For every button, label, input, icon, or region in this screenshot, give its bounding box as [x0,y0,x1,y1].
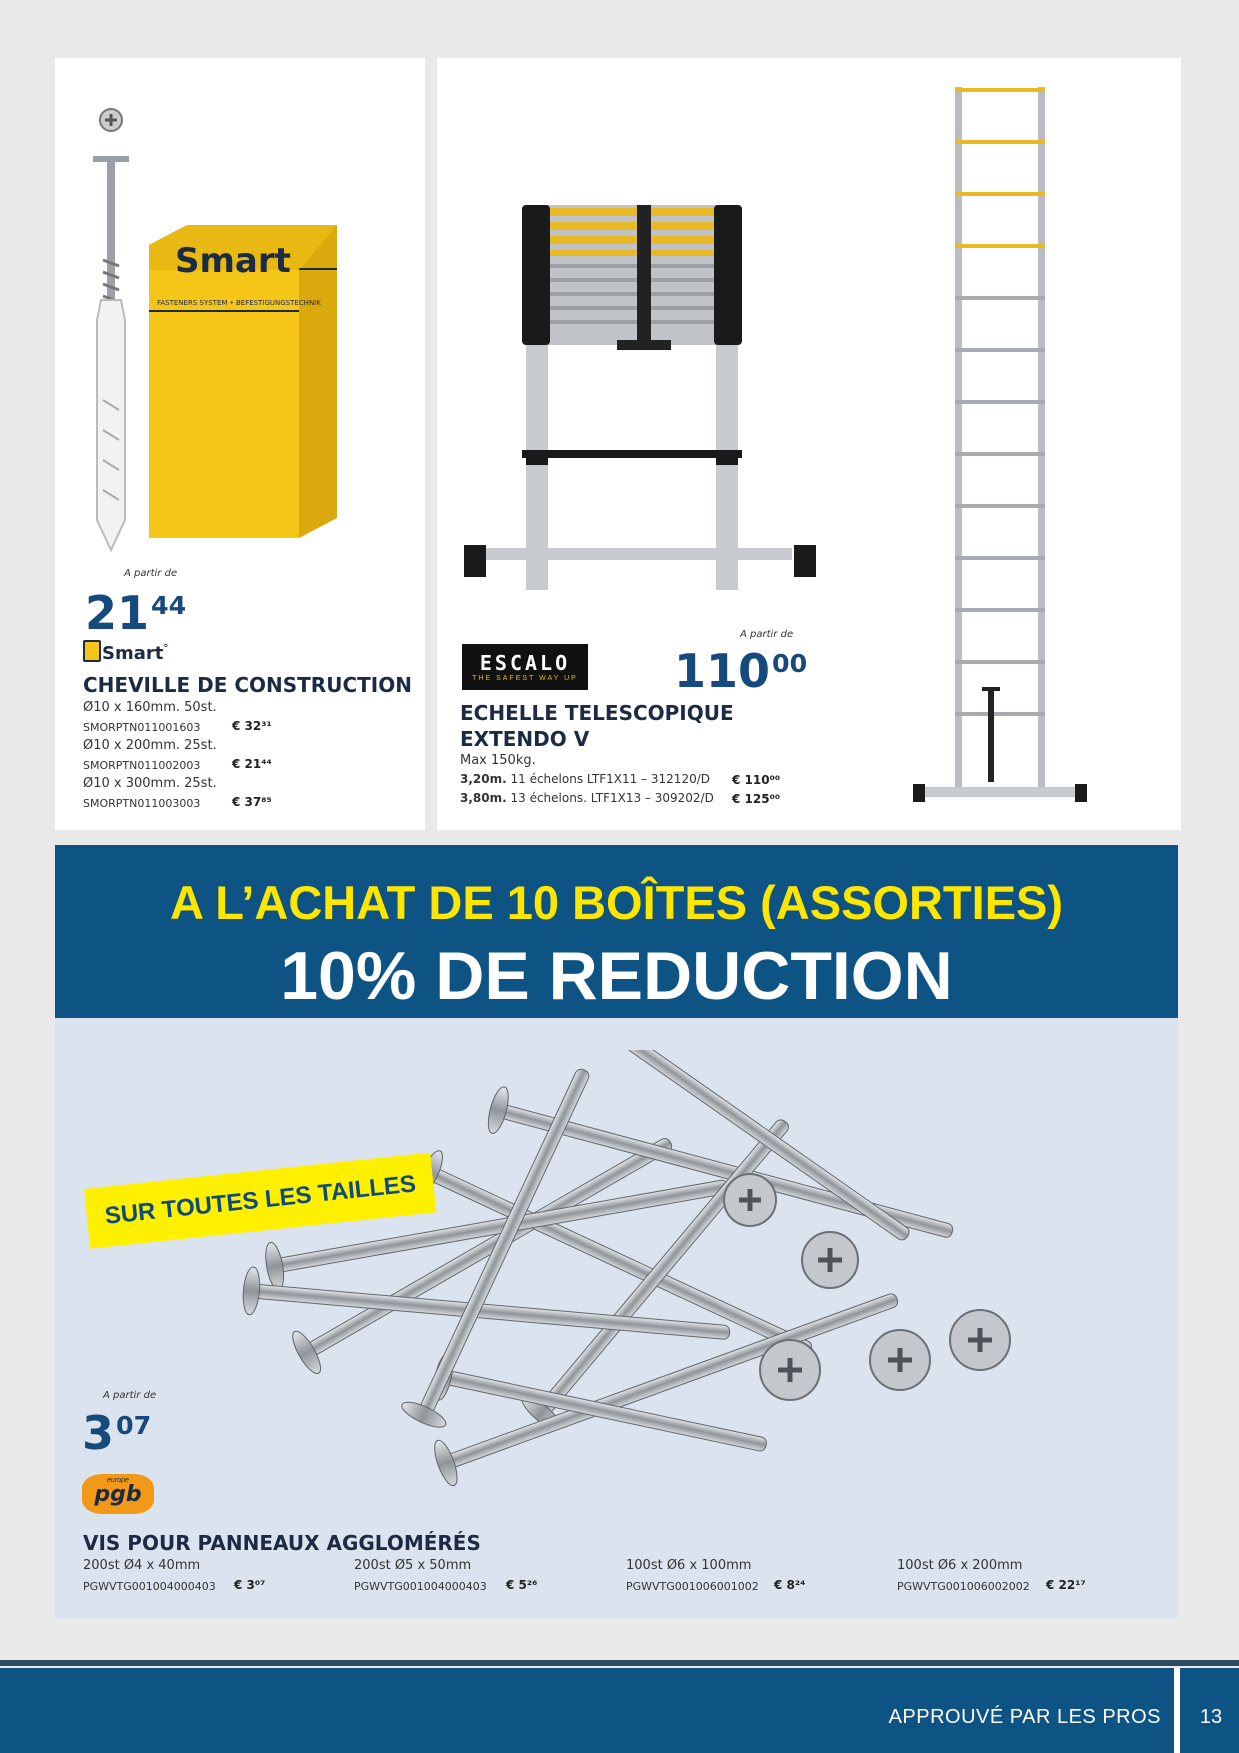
echelle-from-label: A partir de [740,629,794,640]
cheville-variant-price: € 32³¹ [232,719,272,733]
escalo-brand-logo [462,644,588,690]
cheville-variant-price: € 37⁸⁵ [232,795,272,809]
echelle-max-load: Max 150kg. [460,753,536,768]
vis-title: VIS POUR PANNEAUX AGGLOMÉRÉS [83,1531,481,1555]
vis-variant-price: € 8²⁴ [774,1578,806,1592]
cheville-variant-code: SMORPTN011002003 [83,759,201,772]
echelle-title-line1: ECHELLE TELESCOPIQUE [460,701,734,725]
cheville-price-cents: 44 [151,590,187,620]
footer-divider [1174,1668,1180,1753]
echelle-variant: 3,80m. 13 échelons. LTF1X13 – 309202/D [460,791,714,805]
cheville-price [85,586,187,640]
escalo-brand-name: ESCALO [479,651,571,675]
vis-price [82,1406,152,1460]
echelle-price-cents: 00 [772,648,808,678]
smart-brand-logo: Smart° [83,640,168,664]
screws-image [190,1050,1070,1490]
vis-variant-desc: 100st Ø6 x 200mm [897,1558,1023,1573]
cheville-variant-code: SMORPTN011001603 [83,721,201,734]
echelle-variant-price: € 110⁰⁰ [732,773,781,787]
cheville-from-label: A partir de [124,568,178,579]
cheville-variant-price: € 21⁴⁴ [232,757,272,771]
page-number: 13 [1199,1706,1223,1728]
vis-variant-code: PGWVTG001006001002 [626,1580,759,1593]
escalo-brand-tagline: THE SAFEST WAY UP [472,675,578,682]
cheville-variant-desc: Ø10 x 200mm. 25st. [83,738,217,753]
vis-variant-code: PGWVTG001004000403 [354,1580,487,1593]
cheville-variant-code: SMORPTN011003003 [83,797,201,810]
echelle-title-line2: EXTENDO V [460,727,590,751]
vis-price-cents: 07 [116,1410,152,1440]
vis-variant-desc: 200st Ø4 x 40mm [83,1558,201,1573]
footer-rule [0,1660,1239,1666]
echelle-variant: 3,20m. 11 échelons LTF1X11 – 312120/D [460,772,710,786]
vis-price-main: 3 [82,1406,115,1460]
cheville-title: CHEVILLE DE CONSTRUCTION [83,673,412,697]
vis-variant-desc: 200st Ø5 x 50mm [354,1558,472,1573]
cheville-variant-desc: Ø10 x 160mm. 50st. [83,700,217,715]
vis-from-label: A partir de [103,1390,157,1401]
promo-banner-line1: A L’ACHAT DE 10 BOÎTES (ASSORTIES) [169,876,1064,929]
folded-ladder-image [462,200,822,590]
box-brand-logo: Smart [175,241,291,281]
all-sizes-tag: SUR TOUTES LES TAILLES [84,1153,437,1249]
cheville-product-image [75,100,375,560]
vis-variant-code: PGWVTG001006002002 [897,1580,1030,1593]
vis-variant-price: € 22¹⁷ [1046,1578,1086,1592]
promo-banner-line2: 10% DE REDUCTION [280,938,953,1014]
vis-variant-desc: 100st Ø6 x 100mm [626,1558,752,1573]
vis-variant-price: € 5²⁶ [506,1578,538,1592]
promo-banner [55,845,1178,1018]
pgb-brand-logo [82,1474,154,1514]
echelle-price-main: 110 [674,644,771,698]
box-tagline: FASTENERS SYSTEM • BEFESTIGUNGSTECHNIK [157,299,321,307]
cheville-price-main: 21 [85,586,150,640]
pgb-brand-small: europe [107,1477,129,1484]
cheville-variant-desc: Ø10 x 300mm. 25st. [83,776,217,791]
extended-ladder-image [910,82,1090,812]
pgb-brand-name: pgb [94,1482,142,1507]
vis-variant-price: € 3⁰⁷ [234,1578,266,1592]
echelle-variant-price: € 125⁰⁰ [732,792,781,806]
footer-slogan: APPROUVÉ PAR LES PROS [888,1706,1161,1728]
vis-variant-code: PGWVTG001004000403 [83,1580,216,1593]
echelle-price [674,644,808,698]
